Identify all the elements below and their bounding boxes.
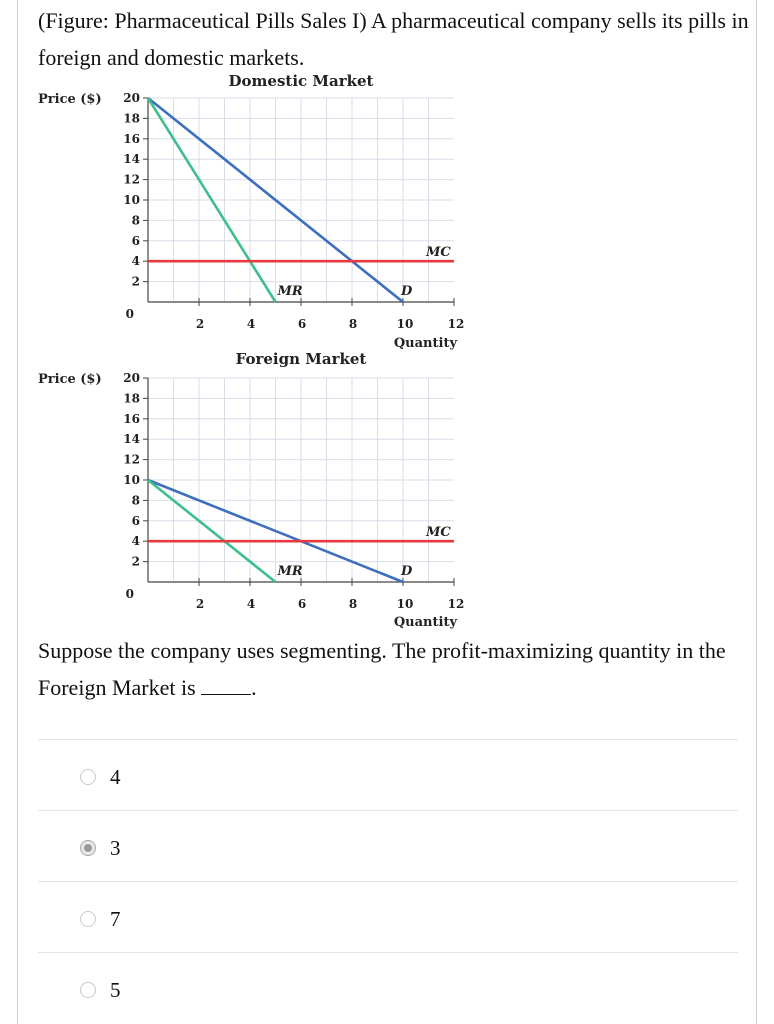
y-tick-label: 0 bbox=[125, 307, 134, 321]
x-tick-label: 12 bbox=[447, 597, 465, 611]
radio-button[interactable] bbox=[80, 840, 96, 856]
y-tick-label: 12 bbox=[123, 172, 140, 187]
y-tick-label: 2 bbox=[131, 274, 140, 289]
series-label-mr: MR bbox=[277, 284, 303, 299]
chart-title: Foreign Market bbox=[235, 350, 367, 368]
radio-button[interactable] bbox=[80, 769, 96, 785]
x-tick-label: 2 bbox=[195, 597, 205, 611]
y-axis-label: Price ($) bbox=[38, 92, 102, 107]
series-label-d: D bbox=[401, 284, 413, 299]
y-tick-label: 8 bbox=[131, 213, 140, 228]
x-tick-label: 6 bbox=[297, 317, 307, 331]
x-tick-label: 10 bbox=[396, 597, 414, 611]
x-tick-label: 2 bbox=[195, 317, 205, 331]
series-label-mc: MC bbox=[426, 245, 451, 261]
y-tick-label: 8 bbox=[131, 493, 140, 508]
divider bbox=[38, 952, 738, 953]
y-tick-label: 12 bbox=[123, 452, 140, 467]
y-tick-label: 4 bbox=[131, 254, 140, 269]
answer-option-label: 3 bbox=[110, 835, 121, 860]
question-prompt bbox=[38, 632, 753, 706]
question-intro: (Figure: Pharmaceutical Pills Sales I) A pharmaceutical company sells its pills in foreign and domestic markets. bbox=[38, 8, 749, 70]
y-tick-label: 18 bbox=[123, 391, 140, 406]
radio-button[interactable] bbox=[80, 982, 96, 998]
y-tick-label: 14 bbox=[123, 432, 140, 447]
answer-option-label: 5 bbox=[110, 977, 121, 1002]
y-tick-label: 14 bbox=[123, 152, 140, 167]
divider bbox=[38, 810, 738, 811]
divider bbox=[38, 739, 738, 740]
x-axis-label: Quantity bbox=[393, 615, 457, 630]
x-tick-label: 10 bbox=[396, 317, 414, 331]
y-tick-label: 6 bbox=[131, 513, 140, 528]
y-tick-label: 6 bbox=[131, 233, 140, 248]
y-axis-label: Price ($) bbox=[38, 372, 102, 387]
answer-option-0[interactable] bbox=[80, 757, 380, 797]
x-tick-label: 4 bbox=[246, 597, 256, 611]
x-tick-label: 8 bbox=[348, 597, 358, 611]
radio-button[interactable] bbox=[80, 911, 96, 927]
x-tick-label: 12 bbox=[447, 317, 465, 331]
y-tick-label: 2 bbox=[131, 554, 140, 569]
y-tick-label: 18 bbox=[123, 111, 140, 126]
y-tick-label: 0 bbox=[125, 587, 134, 601]
y-tick-label: 10 bbox=[123, 193, 140, 207]
question-prompt-text: Suppose the company uses segmenting. The profit-maximizing quantity in the Foreign Market is bbox=[38, 638, 726, 700]
answer-option-label: 4 bbox=[110, 764, 121, 789]
answer-option-1[interactable] bbox=[80, 828, 380, 868]
y-tick-label: 4 bbox=[131, 534, 140, 549]
x-axis-label: Quantity bbox=[393, 336, 457, 351]
question-prompt-end: . bbox=[251, 675, 257, 700]
answer-option-2[interactable] bbox=[80, 899, 380, 939]
chart-title: Domestic Market bbox=[228, 72, 374, 90]
series-line-mr bbox=[148, 480, 276, 582]
x-tick-label: 6 bbox=[297, 597, 307, 611]
x-tick-label: 4 bbox=[246, 317, 256, 331]
y-tick-label: 16 bbox=[123, 411, 140, 426]
y-tick-label: 16 bbox=[123, 131, 140, 146]
y-tick-label: 10 bbox=[123, 473, 140, 487]
answer-option-3[interactable] bbox=[80, 970, 380, 1010]
answer-option-label: 7 bbox=[110, 906, 121, 931]
y-tick-label: 20 bbox=[123, 371, 140, 385]
x-tick-label: 8 bbox=[348, 317, 358, 331]
y-tick-label: 20 bbox=[123, 91, 140, 105]
series-label-mr: MR bbox=[277, 564, 303, 579]
answer-blank bbox=[201, 674, 251, 695]
series-label-d: D bbox=[401, 564, 413, 579]
divider bbox=[38, 881, 738, 882]
series-label-mc: MC bbox=[426, 525, 451, 541]
